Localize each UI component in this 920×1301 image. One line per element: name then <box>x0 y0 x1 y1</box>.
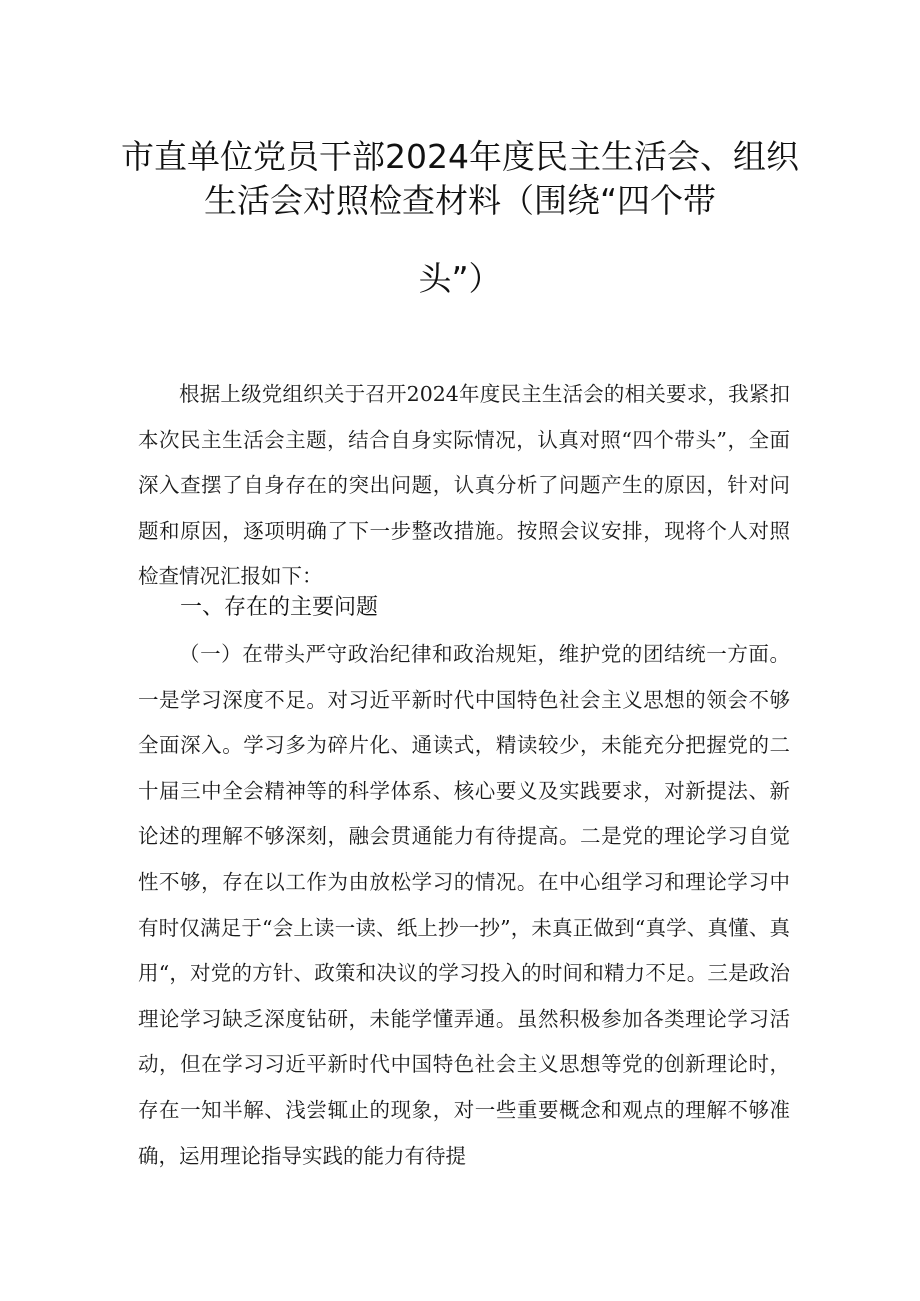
section-paragraph-political-discipline: （一）在带头严守政治纪律和政治规矩，维护党的团结统一方面。一是学习深度不足。对习近平新时代中国特色社会主义思想的领会不够全面深入。学习多为碎片化、通读式，精读较少，未能充分把握党的二十届三中全会精神等的科学体系、核心要义及实践要求，对新提法、新论述的理解不够深刻，融会贯通能力有待提高。二是党的理论学习自觉性不够，存在以工作为由放松学习的情况。在中心组学习和理论学习中有时仅满足于“会上读一读、纸上抄一抄”，未真正做到“真学、真懂、真用“，对党的方针、政策和决议的学习投入的时间和精力不足。三是政治理论学习缺乏深度钻研，未能学懂弄通。虽然积极参加各类理论学习活动，但在学习习近平新时代中国特色社会主义思想等党的创新理论时，存在一知半解、浅尝辄止的现象，对一些重要概念和观点的理解不够准确，运用理论指导实践的能力有待提 <box>138 642 790 1168</box>
document-title-line-2: 生活会对照检查材料（围绕“四个带 <box>203 181 717 220</box>
intro-paragraph: 根据上级党组织关于召开2024年度民主生活会的相关要求，我紧扣本次民主生活会主题，结合自身实际情况，认真对照“四个带头”，全面深入查摆了自身存在的突出问题，认真分析了问题产生的原因，针对问题和原因，逐项明确了下一步整改措施。按照会议安排，现将个人对照检查情况汇报如下： <box>138 382 790 589</box>
document-title-line-1: 市直单位党员干部2024年度民主生活会、组织 <box>121 137 799 176</box>
document-title-line-3: 头”） <box>418 259 502 298</box>
section-heading-problems: 一、存在的主要问题 <box>180 595 379 620</box>
